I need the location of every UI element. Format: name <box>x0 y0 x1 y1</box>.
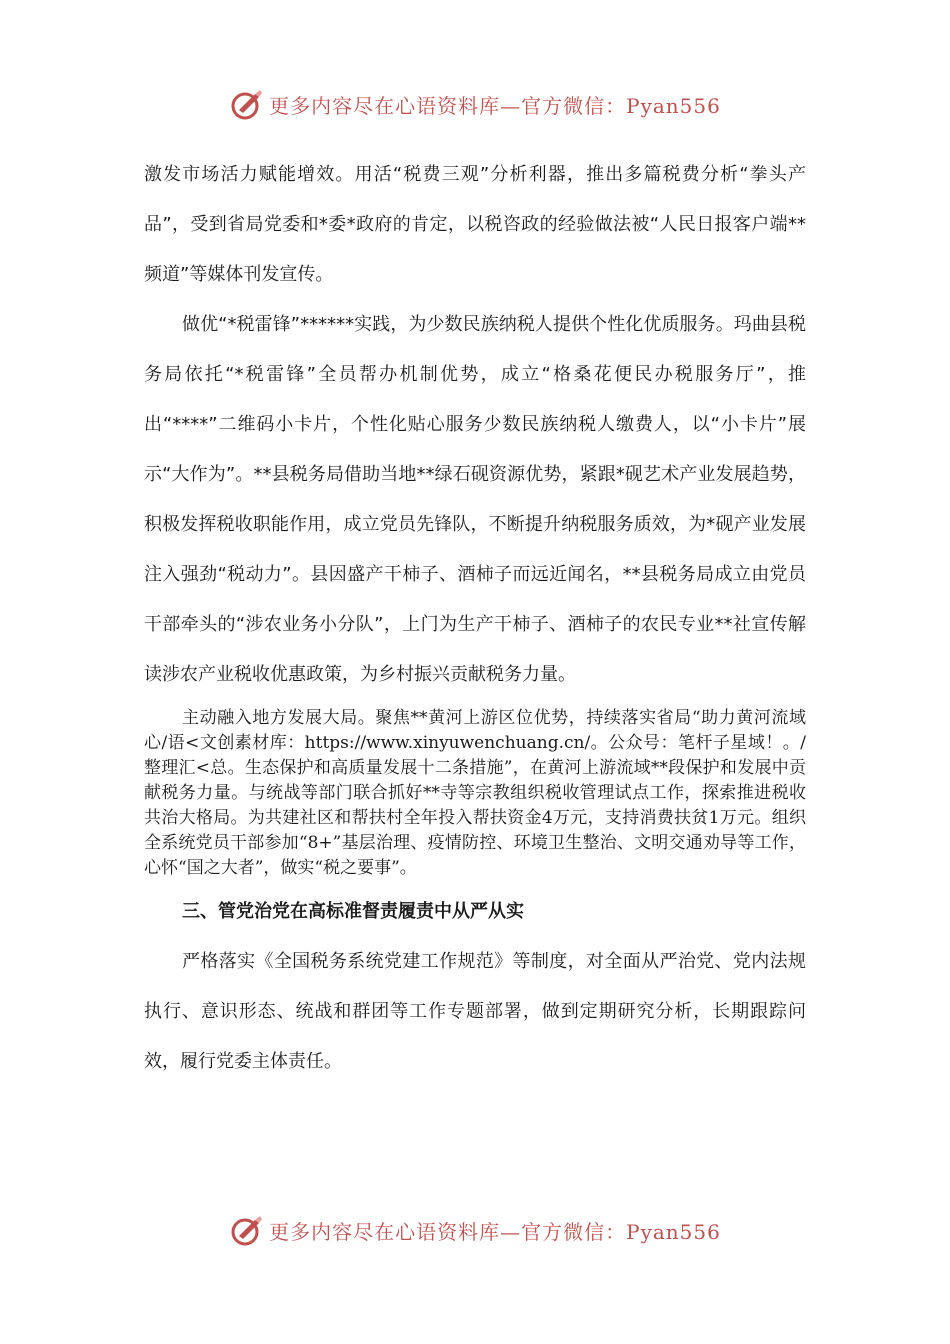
watermark-text: 更多内容尽在心语资料库—官方微信：Pyan556 <box>269 1219 721 1244</box>
paragraph: 严格落实《全国税务系统党建工作规范》等制度，对全面从严治党、党内法规执行、意识形态、统战和群团等工作专题部署，做到定期研究分析，长期跟踪问效，履行党委主体责任。 <box>144 951 806 1072</box>
watermark-text: 更多内容尽在心语资料库—官方微信：Pyan556 <box>269 93 721 118</box>
header-watermark <box>0 84 950 124</box>
pen-circle-logo-icon <box>229 86 265 122</box>
footer-watermark <box>0 1210 950 1250</box>
section-heading: 三、管党治党在高标准督责履责中从严从实 <box>182 901 524 922</box>
paragraph: 主动融入地方发展大局。聚焦**黄河上游区位优势，持续落实省局“助力黄河流域心/语<文创素材库：https://www.xinyuwenchuang.cn/。公众号：笔杆子星域！。/整理汇<总。生态保护和高质量发展十二条措施”，在黄河上游流域**段保护和发展中贡献税务力量。与统战等部门联合抓好**寺等宗教组织税收管理试点工作，探索推进税收共治大格局。为共建社区和帮扶村全年投入帮扶资金4万元，支持消费扶贫1万元。组织全系统党员干部参加“8+”基层治理、疫情防控、环境卫生整治、文明交通劝导等工作，心怀“国之大者”，做实“税之要事”。 <box>144 708 806 878</box>
paragraph: 做优“*税雷锋”******实践，为少数民族纳税人提供个性化优质服务。玛曲县税务局依托“*税雷锋”全员帮办机制优势，成立“格桑花便民办税服务厅”，推出“****”二维码小卡片，个性化贴心服务少数民族纳税人缴费人，以“小卡片”展示“大作为”。**县税务局借助当地**绿石砚资源优势，紧跟*砚艺术产业发展趋势，积极发挥税收职能作用，成立党员先锋队，不断提升纳税服务质效，为*砚产业发展注入强劲“税动力”。县因盛产干柿子、酒柿子而远近闻名，**县税务局成立由党员干部牵头的“涉农业务小分队”，上门为生产干柿子、酒柿子的农民专业**社宣传解读涉农产业税收优惠政策，为乡村振兴贡献税务力量。 <box>144 314 806 685</box>
pen-circle-logo-icon <box>229 1212 265 1248</box>
paragraph: 激发市场活力赋能增效。用活“税费三观”分析利器，推出多篇税费分析“拳头产品”，受到省局党委和*委*政府的肯定，以税咨政的经验做法被“人民日报客户端**频道”等媒体刊发宣传。 <box>144 164 806 285</box>
document-body <box>144 150 806 1087</box>
